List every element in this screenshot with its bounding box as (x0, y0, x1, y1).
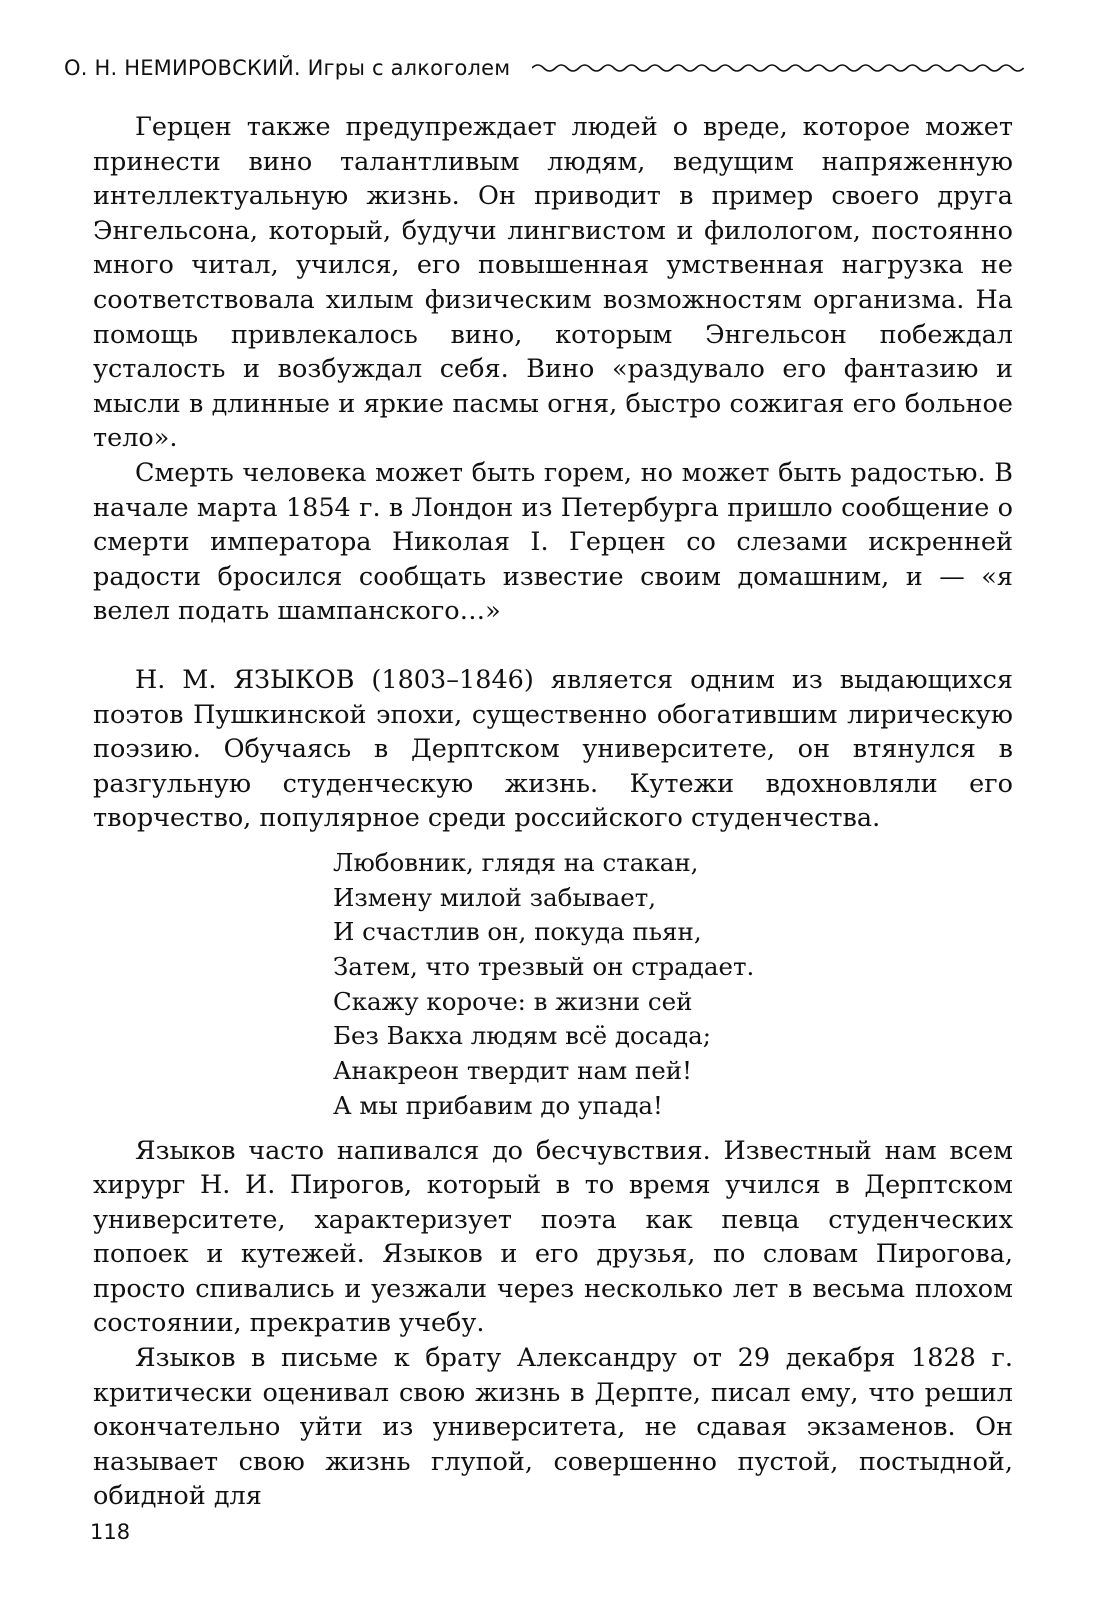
page-body (93, 110, 1013, 1514)
verse-line: И счастлив он, покуда пьян, (333, 917, 702, 947)
decorative-wave-line (532, 61, 1024, 75)
paragraph-yazykov-intro: Н. М. ЯЗЫКОВ (1803–1846) является одним из выдающихся поэтов Пушкинской эпохи, существенно обогатившим лирическую поэзию. Обучаясь в Дерптском университете, он втянулся в разгульную студенческую жизнь. Кутежи вдохновляли его творчество, популярное среди российского студенчества. (93, 664, 1013, 834)
verse-line: Затем, что трезвый он страдает. (333, 951, 755, 981)
paragraph-nicholas-death: Смерть человека может быть горем, но может быть радостью. В начале марта 1854 г. в Лондон из Петербурга пришло сообщение о смерти императора Николая I. Герцен со слезами искренней радости бросился сообщать известие своим домашним, и — «я велел подать шампанского…» (93, 457, 1013, 627)
paragraph-yazykov-letter: Языков в письме к брату Александру от 29 декабря 1828 г. критически оценивал свою жизнь в Дерпте, писал ему, что решил окончательно уйти из университета, не сдавая экзаменов. Он называет свою жизнь глупой, совершенно пустой, постыдной, обидной для (93, 1343, 1013, 1512)
verse-line: Скажу короче: в жизни сей (333, 986, 693, 1016)
page-number: 118 (90, 1520, 131, 1544)
paragraph-yazykov-drinking: Языков часто напивался до бесчувствия. Известный нам всем хирург Н. И. Пирогов, который в то время учился в Дерптском университете, характеризует поэта как певца студенческих попоек и кутежей. Языков и его друзья, по словам Пирогова, просто спивались и уезжали через несколько лет в весьма плохом состоянии, прекратив учебу. (93, 1135, 1013, 1339)
running-title: О. Н. НЕМИРОВСКИЙ. Игры с алкоголем (64, 56, 511, 80)
paragraph-herzen-wine: Герцен также предупреждает людей о вреде, которое может принести вино талантливым людям, ведущим напряженную интеллектуальную жизнь. Он приводит в пример своего друга Энгельсона, который, будучи лингвистом и филологом, постоянно много читал, учился, его повышенная умственная нагрузка не соответствовала хилым физическим возможностям организма. На помощь привлекалось вино, которым Энгельсон побеждал усталость и возбуждал себя. Вино «раздувало его фантазию и мысли в длинные и яркие пасмы огня, быстро сожигая его больное тело». (93, 112, 1013, 454)
poem-excerpt (333, 846, 1013, 1124)
verse-line: Анакреон твердит нам пей! (333, 1056, 692, 1086)
running-header (64, 50, 1024, 86)
verse-line: Измену милой забывает, (333, 882, 657, 912)
verse-line: А мы прибавим до упада! (333, 1090, 663, 1120)
verse-line: Любовник, глядя на стакан, (333, 847, 699, 877)
section-gap (93, 629, 1013, 663)
verse-line: Без Вакха людям всё досада; (333, 1021, 711, 1051)
